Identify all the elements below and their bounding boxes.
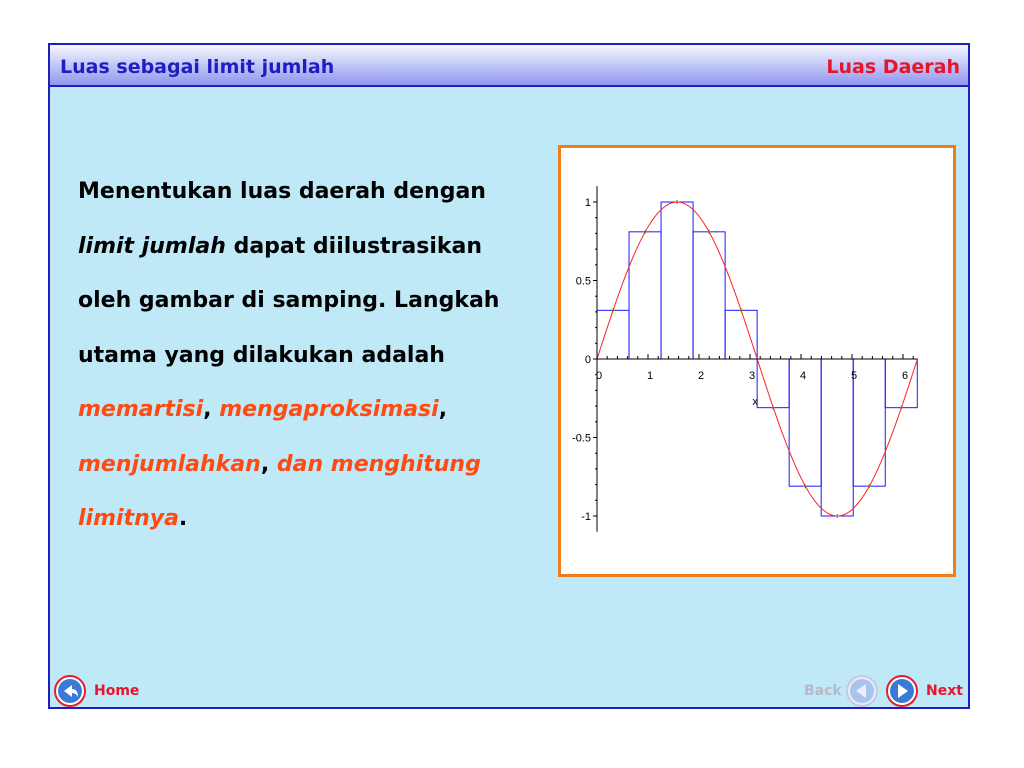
step-partition: memartisi bbox=[78, 397, 204, 422]
step-limit-cont: limitnya bbox=[78, 506, 179, 531]
riemann-sum-graph bbox=[558, 145, 956, 577]
riemann-rectangle bbox=[821, 359, 853, 516]
section-title: Luas Daerah bbox=[826, 56, 960, 78]
riemann-rectangle bbox=[725, 310, 757, 359]
emphasis-text: limit jumlah bbox=[78, 233, 226, 259]
home-label: Home bbox=[94, 683, 140, 699]
chart-svg bbox=[561, 148, 953, 574]
x-tick-label: 4 bbox=[799, 370, 807, 382]
page-title: Luas sebagai limit jumlah bbox=[60, 56, 335, 78]
step-sum: menjumlahkan bbox=[78, 451, 261, 477]
x-tick-label: 0 bbox=[595, 370, 603, 382]
x-tick-label: 6 bbox=[901, 370, 909, 382]
text-line: Menentukan luas daerah dengan bbox=[78, 179, 486, 204]
y-tick-label: 0.5 bbox=[575, 275, 591, 288]
separator: , bbox=[438, 397, 448, 422]
description-paragraph bbox=[78, 165, 538, 547]
period: . bbox=[178, 506, 188, 531]
text-line: oleh gambar di samping. Langkah bbox=[78, 288, 500, 313]
y-tick-label: -1 bbox=[581, 511, 591, 523]
slide bbox=[48, 43, 970, 709]
riemann-rectangle bbox=[629, 232, 661, 359]
next-label: Next bbox=[926, 683, 963, 699]
home-icon bbox=[54, 675, 86, 707]
riemann-rectangle bbox=[850, 359, 885, 486]
riemann-rectangle bbox=[661, 202, 693, 359]
separator: , bbox=[260, 451, 277, 477]
home-button[interactable] bbox=[54, 675, 154, 707]
title-bar bbox=[50, 45, 968, 87]
next-arrow-icon bbox=[886, 675, 918, 707]
x-tick-label: 1 bbox=[646, 370, 654, 382]
back-label: Back bbox=[804, 683, 842, 699]
step-limit: dan menghitung bbox=[276, 451, 481, 477]
separator: , bbox=[203, 397, 220, 422]
y-tick-label: 0 bbox=[584, 354, 591, 366]
x-axis-label: x bbox=[752, 396, 758, 408]
y-tick-label: -0.5 bbox=[572, 432, 591, 445]
back-arrow-icon bbox=[846, 675, 878, 707]
riemann-rectangle bbox=[693, 232, 725, 359]
text-line: utama yang dilakukan adalah bbox=[78, 342, 445, 368]
back-button[interactable] bbox=[804, 675, 882, 707]
next-button[interactable] bbox=[886, 675, 968, 707]
text-line: dapat diilustrasikan bbox=[225, 233, 483, 259]
riemann-rectangle bbox=[757, 359, 789, 408]
riemann-rectangle bbox=[885, 359, 917, 408]
step-approximate: mengaproksimasi bbox=[219, 397, 439, 422]
x-tick-label: 5 bbox=[850, 370, 858, 382]
x-tick-label: 3 bbox=[748, 370, 756, 382]
x-tick-label: 2 bbox=[697, 370, 705, 382]
riemann-rectangle bbox=[597, 310, 629, 359]
y-tick-label: 1 bbox=[584, 197, 591, 209]
